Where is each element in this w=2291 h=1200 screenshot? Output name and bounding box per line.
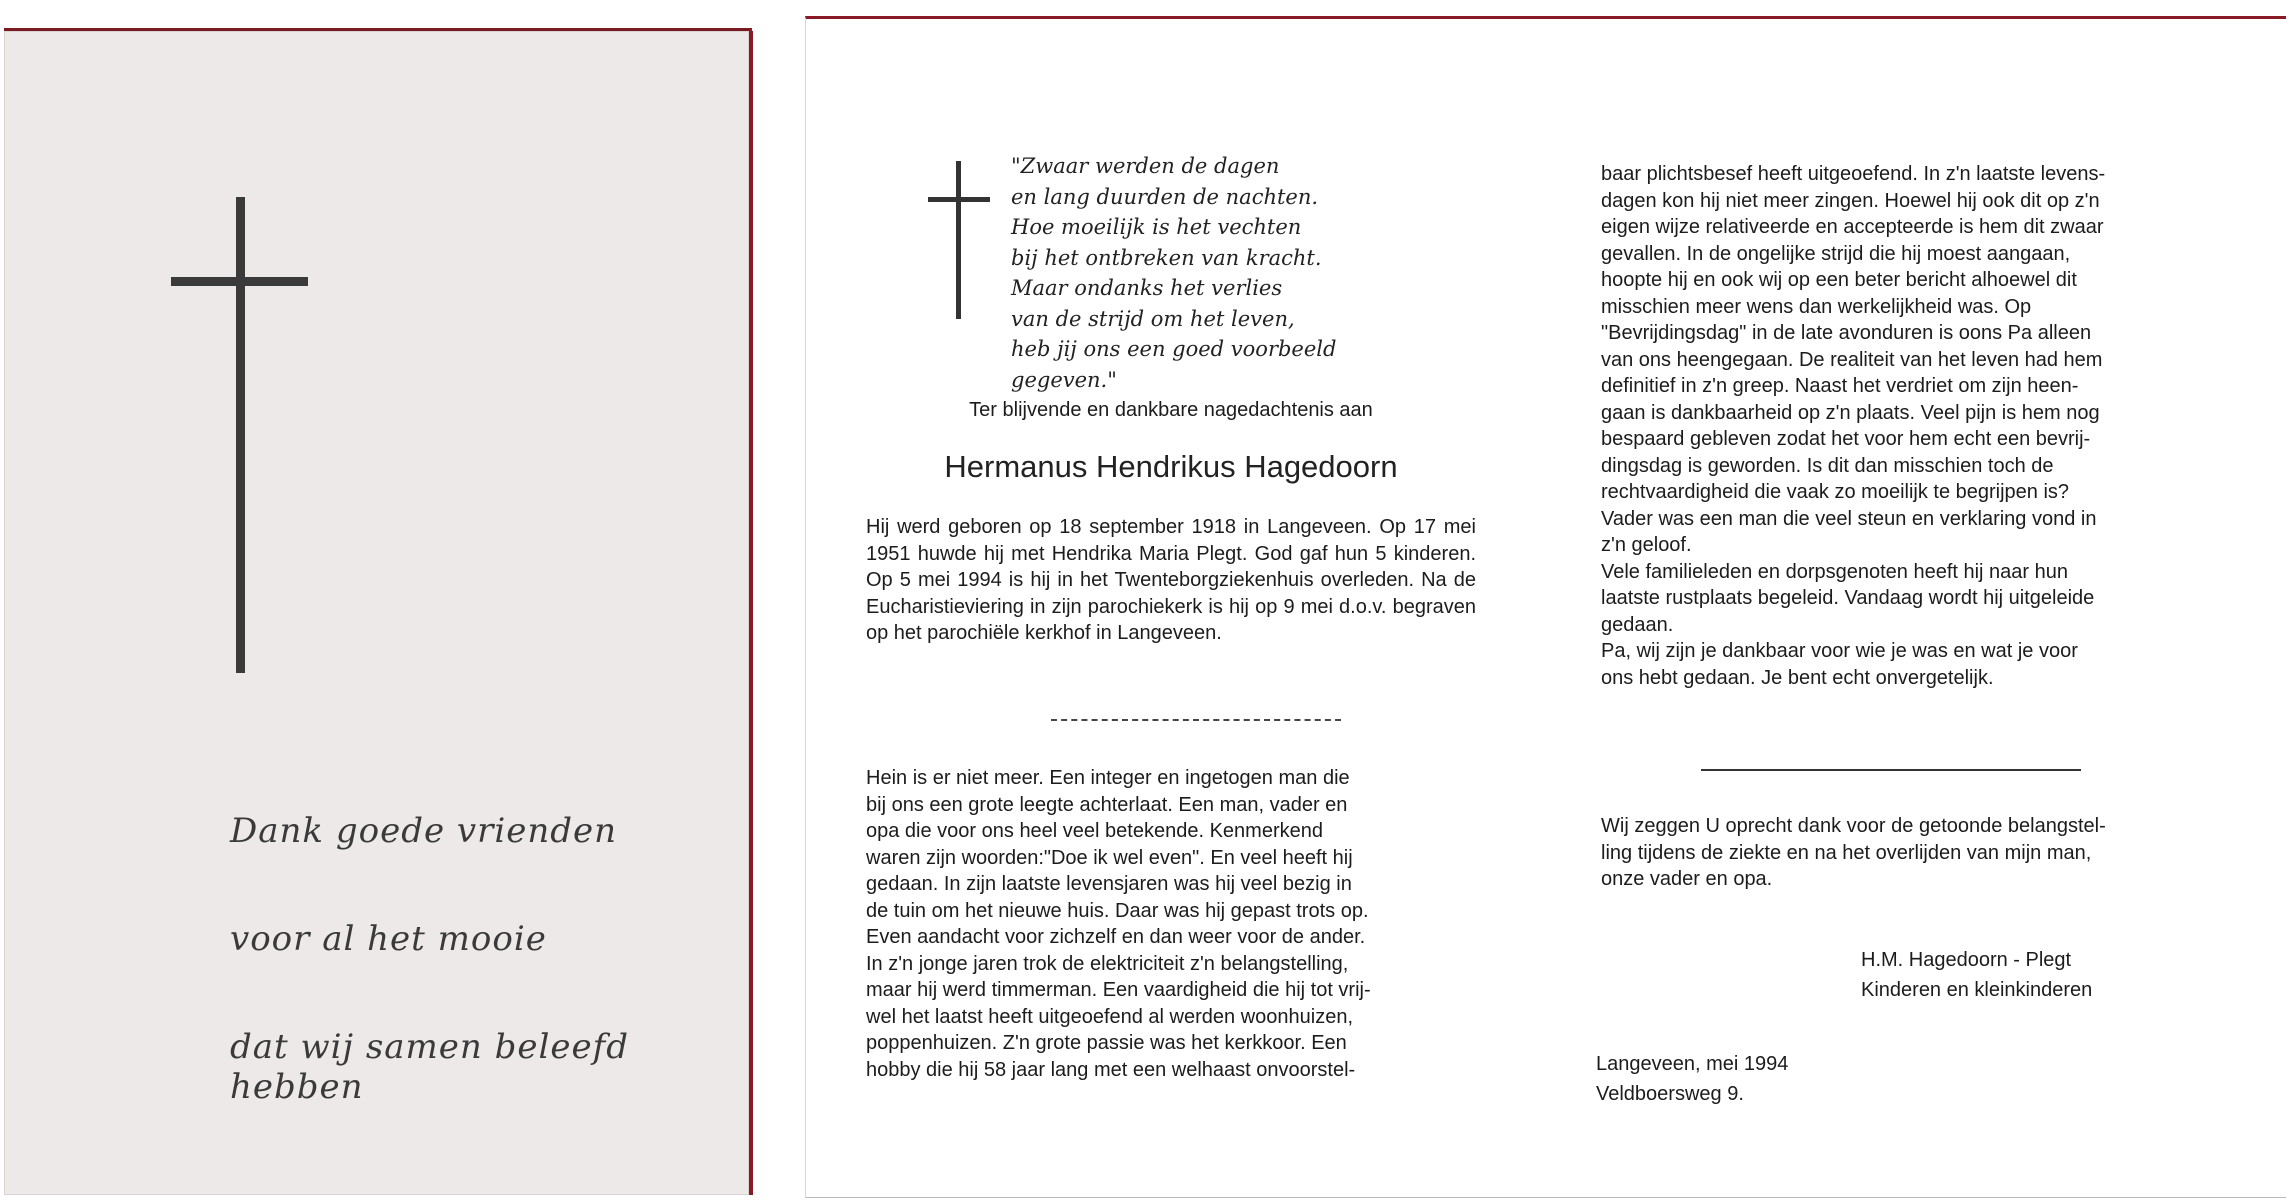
story-line: Vele familieleden en dorpsgenoten heeft hij naar hun xyxy=(1601,560,2069,583)
story-line: Pa, wij zijn je dankbaar voor wie je was en wat je voor xyxy=(1601,640,2078,662)
poem-line: van de strijd om het leven, xyxy=(1011,306,1295,331)
story-line: gaan is dankbaarheid op z'n plaats. Veel pijn is hem nog xyxy=(1601,401,2100,424)
signature xyxy=(1861,945,2092,1005)
story-right-column xyxy=(1601,161,2216,691)
card-edge xyxy=(749,31,753,1195)
story-line: baar plichtsbesef heeft uitgeoefend. In z'n laatste levens- xyxy=(1601,163,2106,185)
story-line: opa die voor ons heel veel betekende. Kenmerkend xyxy=(866,820,1323,842)
story-line: bespaard gebleven zodat het voor hem echt een bevrij- xyxy=(1601,428,2091,450)
memory-line: Ter blijvende en dankbare nagedachtenis aan xyxy=(969,399,1373,421)
poem-line: Maar ondanks het verlies xyxy=(1011,276,1283,300)
story-line: waren zijn woorden:"Doe ik wel even". En veel heeft hij xyxy=(866,846,1353,869)
thank-you-note xyxy=(1601,813,2216,893)
story-line: z'n geloof. xyxy=(1601,534,1692,556)
thanks-note-line: onze vader en opa. xyxy=(1601,868,1773,890)
story-line: Vader was een man die veel steun en verklaring vond in xyxy=(1601,507,2097,530)
place-date xyxy=(1596,1049,1788,1109)
story-line: poppenhuizen. Z'n grote passie was het kerkkoor. Een xyxy=(866,1032,1347,1054)
cross-icon-horizontal xyxy=(171,277,308,286)
story-line: de tuin om het nieuwe huis. Daar was hij gepast trots op. xyxy=(866,899,1369,922)
story-line: misschien meer wens dan werkelijkheid was. Op xyxy=(1601,295,2032,318)
thanks-line-2: voor al het mooie xyxy=(230,919,547,959)
story-line: definitief in z'n greep. Naast het verdriet om zijn heen- xyxy=(1601,375,2079,397)
place-line: Langeveen, mei 1994 xyxy=(1596,1053,1789,1075)
thanks-line-1: Dank goede vrienden xyxy=(230,811,618,851)
story-line: van ons heengegaan. De realiteit van het leven had hem xyxy=(1601,348,2103,371)
poem xyxy=(1011,151,1431,395)
small-cross-icon-horizontal xyxy=(928,197,990,202)
poem-line: en lang duurden de nachten. xyxy=(1011,184,1319,209)
poem-line: Hoe moeilijk is het vechten xyxy=(1011,215,1302,239)
deceased-name: Hermanus Hendrikus Hagedoorn xyxy=(944,449,1398,484)
story-line: rechtvaardigheid die vaak zo moeilijk te begrijpen is? xyxy=(1601,481,2070,503)
signature-line: Kinderen en kleinkinderen xyxy=(1861,979,2093,1001)
story-line: bij ons een grote leegte achterlaat. Een man, vader en xyxy=(866,793,1348,816)
story-line: gevallen. In de ongelijke strijd die hij moest aangaan, xyxy=(1601,242,2071,265)
cross-icon-vertical xyxy=(236,197,245,673)
story-line: Even aandacht voor zichzelf en dan weer voor de ander. xyxy=(866,926,1366,948)
biography: Hij werd geboren op 18 september 1918 in Langeveen. Op 17 mei 1951 huwde hij met Hendrika Maria Plegt. God gaf hun 5 kinderen. Op 5 mei 1994 is hij in het Twenteborgziekenhuis overleden. Na de Eucharistieviering in zijn parochiekerk is hij op 9 mei d.o.v. begraven op het parochiële kerkhof in Langeveen. xyxy=(866,516,1476,644)
story-line: eigen wijze relativeerde en accepteerde is hem dit zwaar xyxy=(1601,216,2104,238)
story-line: laatste rustplaats begeleid. Vandaag wordt hij uitgeleide xyxy=(1601,587,2095,609)
signature-line: H.M. Hagedoorn - Plegt xyxy=(1861,949,2072,971)
story-line: Hein is er niet meer. Een integer en ingetogen man die xyxy=(866,767,1350,789)
poem-line: heb jij ons een goed voorbeeld gegeven." xyxy=(1011,337,1337,392)
small-cross-icon-vertical xyxy=(956,161,961,319)
story-line: dingsdag is geworden. Is dit dan misschien toch de xyxy=(1601,454,2054,477)
story-line: hobby die hij 58 jaar lang met een welhaast onvoorstel- xyxy=(866,1058,1356,1081)
story-line: ons hebt gedaan. Je bent echt onvergetelijk. xyxy=(1601,666,1994,689)
thanks-note-line: ling tijdens de ziekte en na het overlijden van mijn man, xyxy=(1601,841,2092,864)
poem-line: bij het ontbreken van kracht. xyxy=(1011,245,1322,270)
story-line: gedaan. xyxy=(1601,613,1674,636)
story-line: "Bevrijdingsdag" in de late avonduren is oons Pa alleen xyxy=(1601,322,2092,344)
front-card xyxy=(4,28,752,1195)
thanks-line-3: dat wij samen beleefd hebben xyxy=(230,1027,629,1107)
thanks-note-line: Wij zeggen U oprecht dank voor de getoonde belangstel- xyxy=(1601,815,2106,837)
address-line: Veldboersweg 9. xyxy=(1596,1083,1744,1105)
solid-divider xyxy=(1701,769,2081,771)
story-line: gedaan. In zijn laatste levensjaren was hij veel bezig in xyxy=(866,873,1352,895)
story-line: maar hij werd timmerman. Een vaardigheid die hij tot vrij- xyxy=(866,979,1371,1001)
story-line: hoopte hij en ook wij op een beter bericht alhoewel dit xyxy=(1601,269,2077,291)
poem-line: "Zwaar werden de dagen xyxy=(1011,154,1280,178)
dashed-divider xyxy=(1051,719,1341,721)
story-line: dagen kon hij niet meer zingen. Hoewel hij ook dit op z'n xyxy=(1601,189,2100,212)
story-left-column xyxy=(866,765,1476,1083)
front-thanks-text xyxy=(230,811,730,1135)
story-line: wel het laatst heeft uitgeoefend al werden woonhuizen, xyxy=(866,1005,1354,1028)
inside-card xyxy=(805,16,2286,1198)
story-line: In z'n jonge jaren trok de elektriciteit z'n belangstelling, xyxy=(866,952,1349,975)
